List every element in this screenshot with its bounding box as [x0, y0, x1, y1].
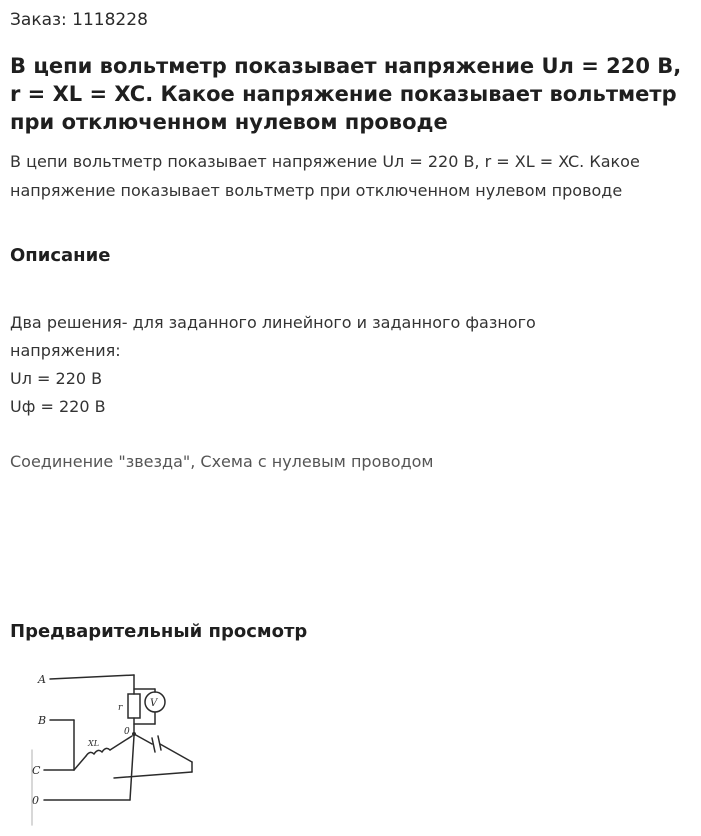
wire-cap-right — [160, 744, 192, 762]
description-intro: Два решения- для заданного линейного и заданного фазного напряжения: — [10, 313, 536, 360]
description-line-uf: Uф = 220 В — [10, 397, 106, 416]
label-zero: 0 — [32, 794, 39, 807]
description-body — [10, 309, 650, 421]
preview-heading: Предварительный просмотр — [10, 621, 308, 642]
capacitor-plate-1 — [152, 738, 155, 752]
circuit-diagram — [24, 660, 204, 830]
task-statement: В цепи вольтметр показывает напряжение Uл = 220 В, r = XL = XC. Какое напряжение показывает вольтметр при отключенном нулевом проводе — [10, 152, 640, 200]
neutral-node — [132, 732, 136, 736]
capacitor-plate-2 — [158, 736, 161, 750]
wire-neutral — [130, 736, 134, 800]
label-node: 0 — [124, 727, 130, 737]
resistor-r — [128, 694, 140, 718]
label-b: B — [38, 714, 47, 727]
order-number: Заказ: 1118228 — [10, 10, 148, 30]
inductor-xl — [86, 748, 110, 756]
wire-cap-return — [114, 772, 192, 778]
label-xl: XL — [88, 739, 100, 748]
label-r: r — [118, 703, 123, 713]
label-v: V — [150, 698, 158, 709]
description-heading: Описание — [10, 245, 111, 266]
label-c: C — [32, 764, 41, 777]
wire-a — [50, 675, 134, 679]
wire-c-diag — [74, 756, 86, 770]
description-note: Соединение "звезда", Схема с нулевым проводом — [10, 452, 434, 471]
label-a: A — [38, 673, 46, 686]
wire-node-cap — [134, 734, 152, 744]
page-title: В цепи вольтметр показывает напряжение Uл = 220 В, r = XL = XC. Какое напряжение показывает вольтметр при отключенном нулевом проводе — [10, 54, 682, 134]
description-line-ul: Uл = 220 В — [10, 369, 103, 388]
wire-xl-node — [110, 736, 132, 750]
